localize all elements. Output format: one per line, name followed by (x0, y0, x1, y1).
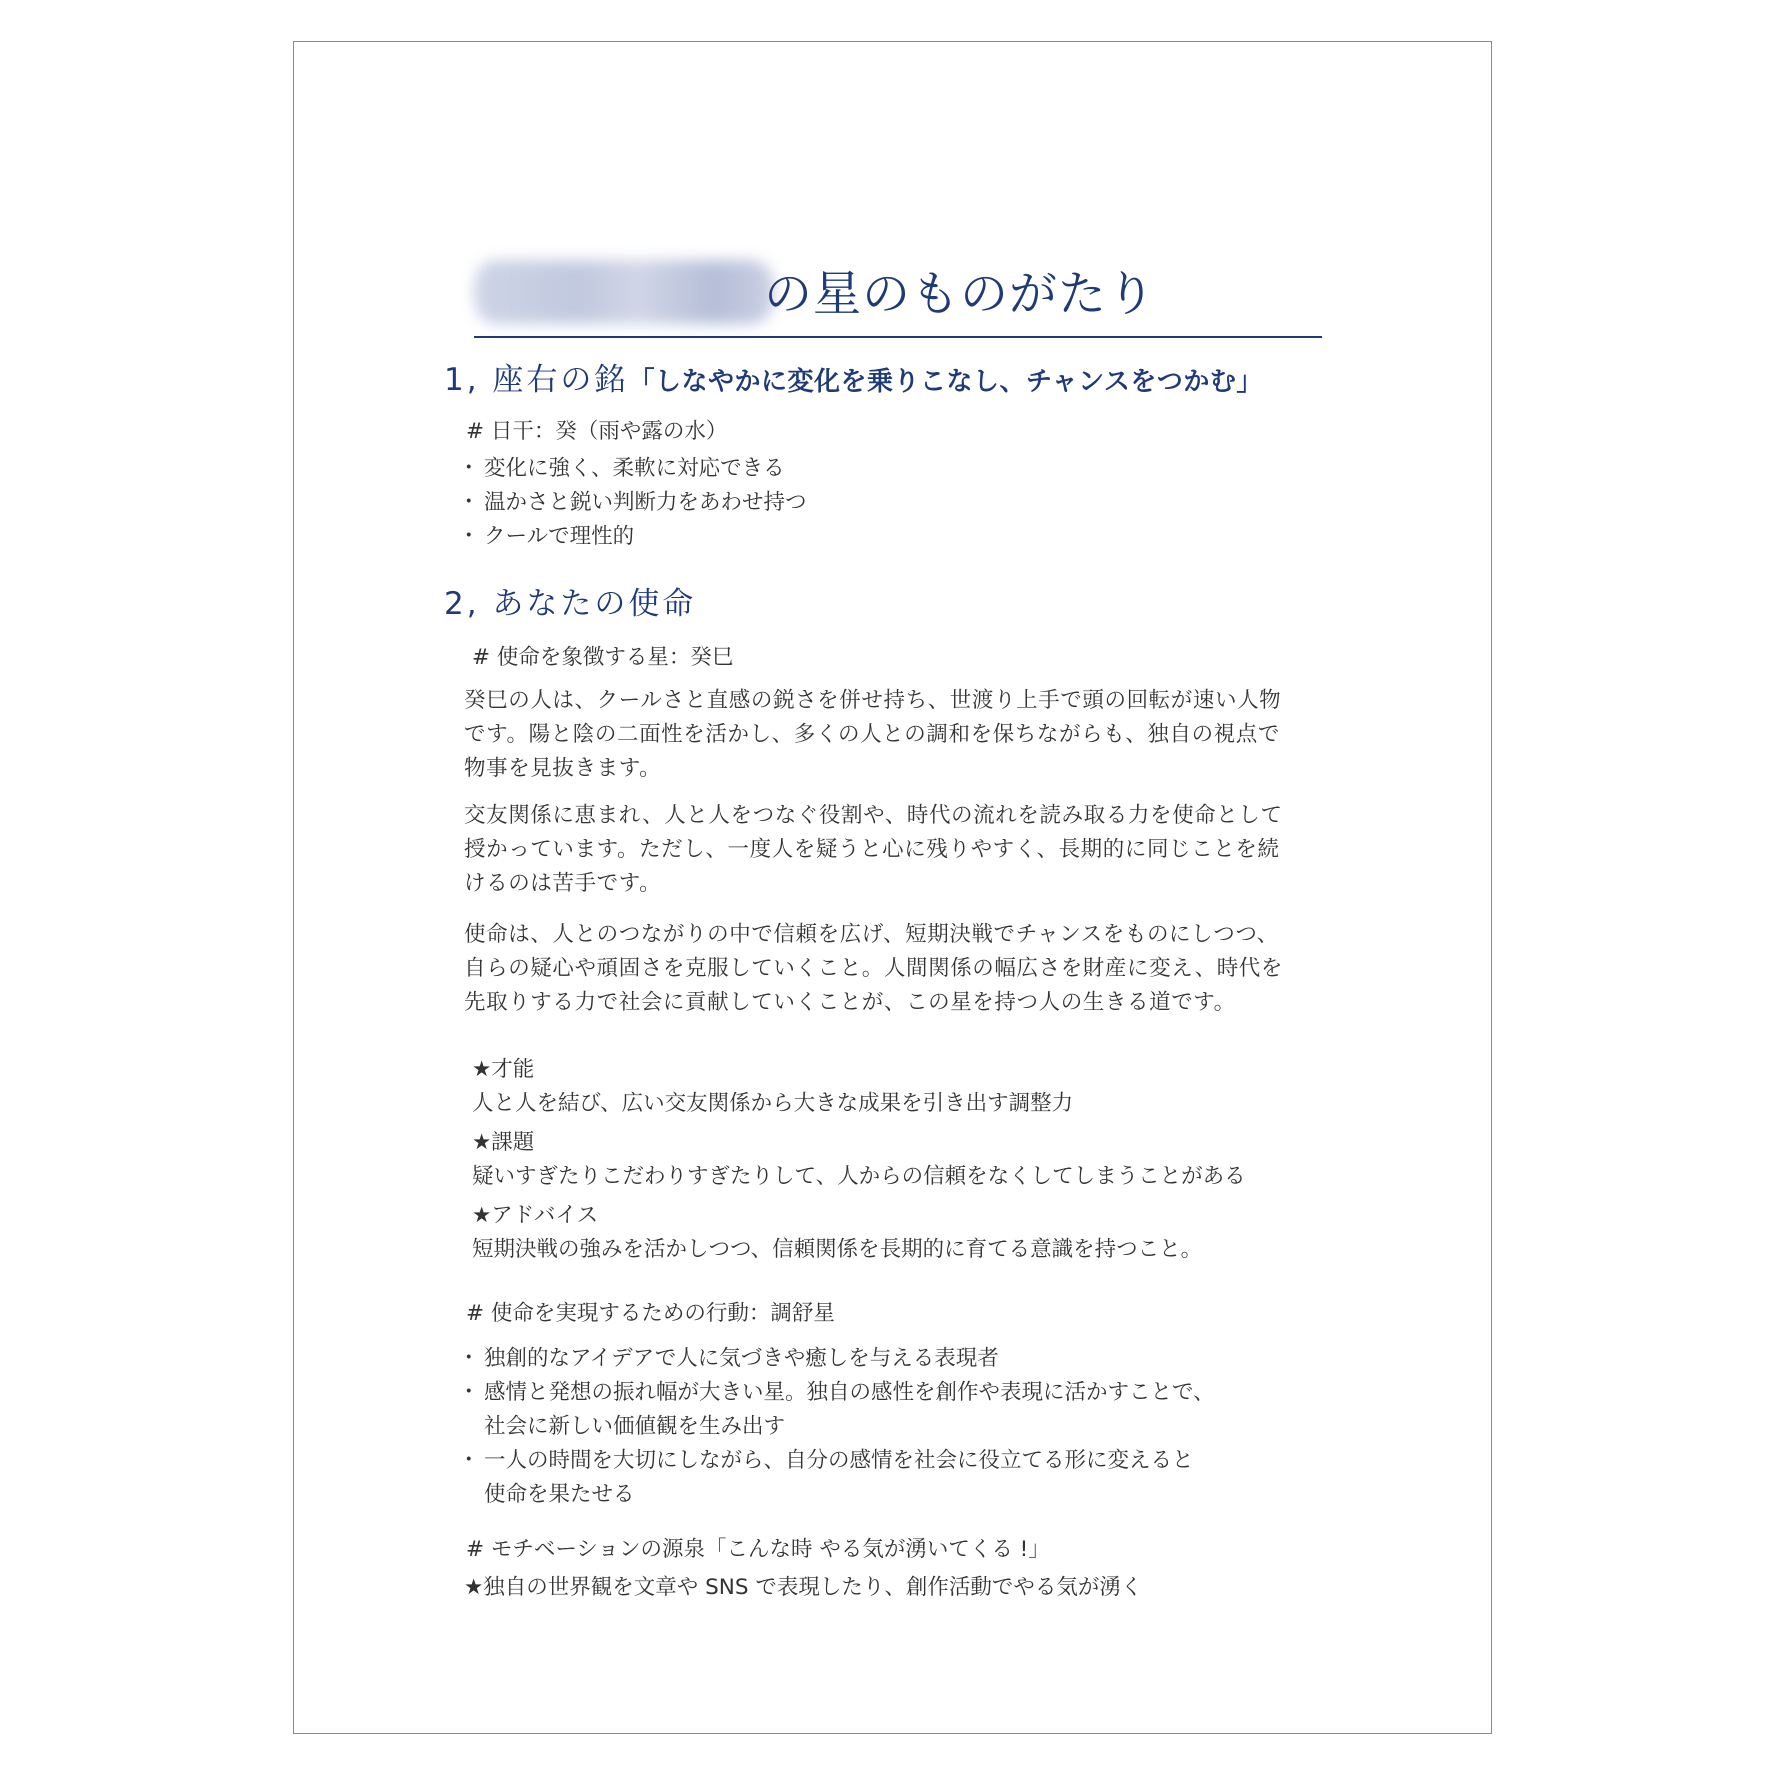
paragraph-line: 先取りする力で社会に貢献していくことが、この星を持つ人の生きる道です。 (464, 990, 1236, 1015)
paragraph-1 (464, 684, 1344, 786)
list-item (464, 1444, 1215, 1512)
motivation-tag: # モチベーションの源泉「こんな時 やる気が湧いてくる !」 (466, 1537, 1050, 1562)
list-item-line: 社会に新しい価値観を生み出す (484, 1414, 786, 1439)
section1-bullets (464, 452, 807, 554)
paragraph-line: 授かっています。ただし、一度人を疑うと心に残りやすく、長期的に同じことを続 (464, 837, 1280, 862)
page-title: の星のものがたり (764, 266, 1157, 322)
action-bullets (464, 1342, 1215, 1512)
paragraph-line: 癸巳の人は、クールさと直感の鋭さを併せ持ち、世渡り上手で頭の回転が速い人物 (464, 688, 1282, 713)
talent-label: ★才能 (472, 1057, 535, 1082)
section1-motto: 「しなやかに変化を乗りこなし、チャンスをつかむ」 (628, 367, 1263, 397)
list-item: ・ クールで理性的 (464, 520, 807, 554)
section1-tag: # 日干：癸（雨や露の水） (466, 419, 728, 444)
challenge-label: ★課題 (472, 1130, 535, 1155)
list-item: ・ 温かさと鋭い判断力をあわせ持つ (464, 486, 807, 520)
document-page (293, 41, 1492, 1734)
list-item-line: 使命を果たせる (484, 1482, 635, 1507)
paragraph-line: 使命は、人とのつながりの中で信頼を広げ、短期決戦でチャンスをものにしつつ、 (464, 922, 1279, 947)
paragraph-3 (464, 918, 1344, 1020)
list-item-line: 独創的なアイデアで人に気づきや癒しを与える表現者 (484, 1346, 999, 1371)
paragraph-line: けるのは苦手です。 (464, 871, 662, 896)
page-content (294, 42, 1491, 1733)
list-item (464, 1376, 1215, 1444)
action-tag: # 使命を実現するための行動：調舒星 (466, 1301, 835, 1326)
section1-number: 1, 座右の銘 (444, 362, 629, 398)
paragraph-line: 物事を見抜きます。 (464, 756, 662, 781)
list-item (464, 1342, 1215, 1376)
list-item-line: 一人の時間を大切にしながら、自分の感情を社会に役立てる形に変えると (484, 1448, 1194, 1473)
section2-heading (444, 584, 696, 629)
title-block (474, 220, 1314, 340)
section2-title: 2, あなたの使命 (444, 586, 697, 622)
list-item-line: 感情と発想の振れ幅が大きい星。独自の感性を創作や表現に活かすことで、 (484, 1380, 1215, 1405)
blurred-name (474, 260, 774, 324)
talent-text: 人と人を結び、広い交友関係から大きな成果を引き出す調整力 (472, 1091, 1074, 1116)
advice-text: 短期決戦の強みを活かしつつ、信頼関係を長期的に育てる意識を持つこと。 (472, 1237, 1203, 1262)
title-underline (474, 336, 1322, 338)
list-item: ・ 変化に強く、柔軟に対応できる (464, 452, 807, 486)
motivation-text: ★独自の世界観を文章や SNS で表現したり、創作活動でやる気が湧く (464, 1575, 1143, 1600)
paragraph-line: です。陽と陰の二面性を活かし、多くの人との調和を保ちながらも、独自の視点で (464, 722, 1280, 747)
paragraph-line: 自らの疑心や頑固さを克服していくこと。人間関係の幅広さを財産に変え、時代を (464, 956, 1283, 981)
paragraph-2 (464, 799, 1344, 901)
section2-tag: # 使命を象徴する星：癸巳 (472, 645, 734, 670)
advice-label: ★アドバイス (472, 1203, 599, 1228)
challenge-text: 疑いすぎたりこだわりすぎたりして、人からの信頼をなくしてしまうことがある (472, 1164, 1246, 1189)
section1-heading (444, 360, 1263, 405)
paragraph-line: 交友関係に恵まれ、人と人をつなぐ役割や、時代の流れを読み取る力を使命として (464, 803, 1283, 828)
